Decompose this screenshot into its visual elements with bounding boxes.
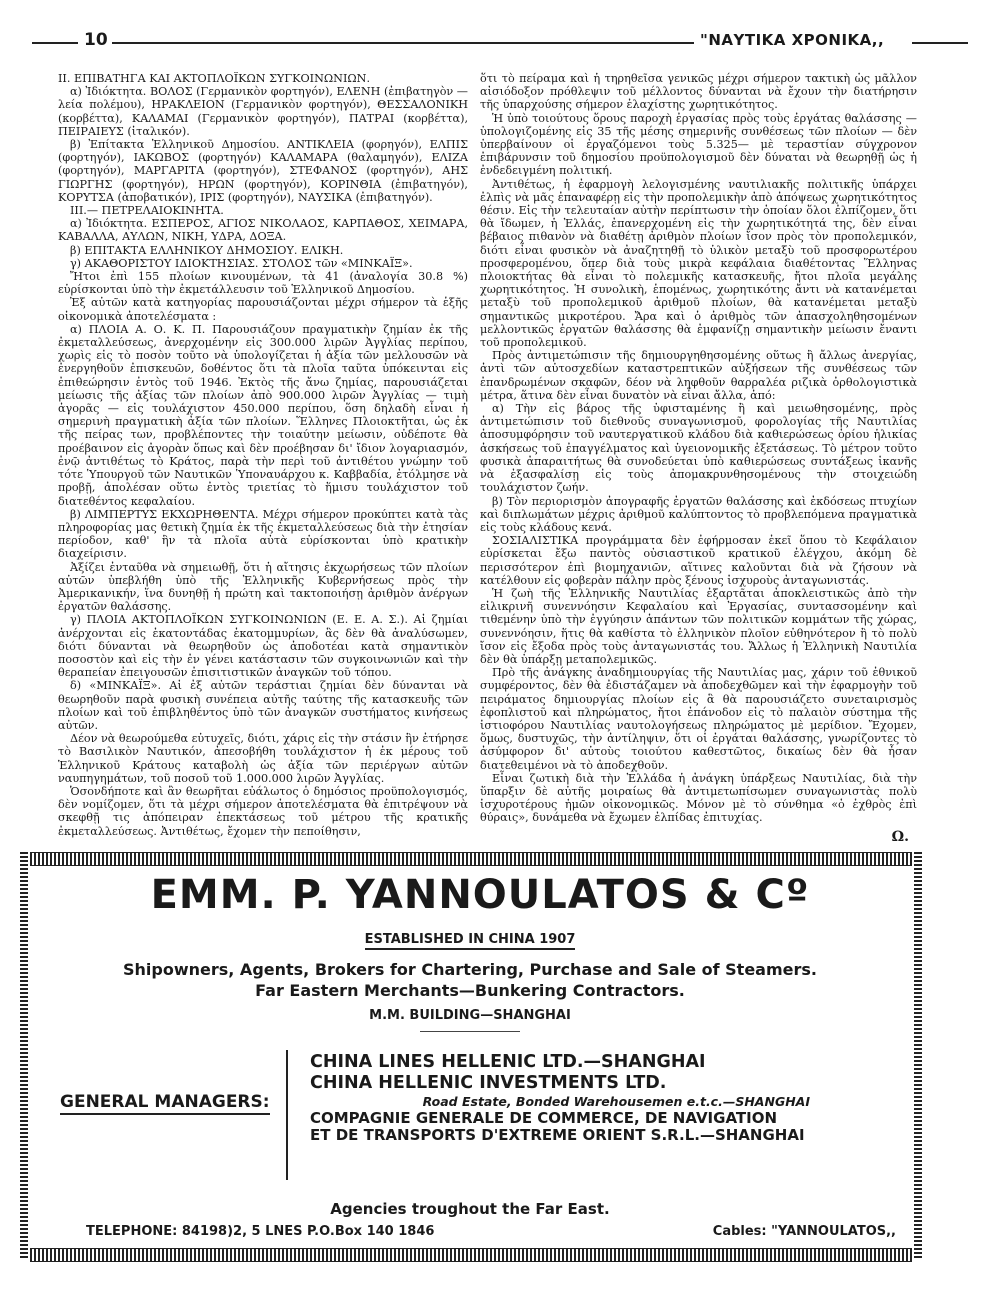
paragraph: Ἡ ὑπὸ τοιούτους ὅρους παροχὴ ἐργασίας πρὸς τοὺς ἐργάτας θαλάσσης — ὑπολογιζομένης εἰς 35 τῆς μέσης σημερινῆς συνθέσεως τῶν πλοίων — δὲν ὑπερβαίνουν οἱ ἐργαζόμενοι τοὺς 5.325— μὲ τεραστίαν σύγχρονον ἐπιβάρυνσιν τοῦ δημοσίου προϋπολογισμοῦ δὲν δύναται νὰ θεωρηθῇ ὡς ἡ ἐνδεδειγμένη πολιτική. [480, 111, 917, 178]
paragraph: Ἀξίζει ἐνταῦθα νὰ σημειωθῇ, ὅτι ἡ αἴτησις ἐκχωρήσεως τῶν πλοίων αὐτῶν ὑπεβλήθη ὑπὸ τῆς Ἑλληνικῆς Κυβερνήσεως πρὸς τὴν Ἀμερικανικήν, ἵνα δυνηθῇ ἡ πρώτη καὶ τακτοποιήσῃ ἀριθμὸν ἀνέργων ἐργατῶν θαλάσσης. [58, 560, 468, 614]
ad-border-bottom [30, 1248, 912, 1262]
cables: Cables: "YANNOULATOS,, [712, 1224, 896, 1239]
divider [420, 1031, 520, 1032]
ad-border-left [20, 852, 28, 1260]
paragraph: Ἀντιθέτως, ἡ ἐφαρμογὴ λελογισμένης ναυτιλιακῆς πολιτικῆς ὑπάρχει ἐλπὶς νὰ μᾶς ἐπαναφέρῃ εἰς τὴν προπολεμικὴν ἀπὸ ἀπόψεως χωρητικότητος θέσιν. Εἰς τὴν τελευταίαν αὐτὴν περίπτωσιν τὴν ὁποίαν ὅλοι ἐλπίζομεν, ὅτι θὰ ἴδωμεν, ἡ Ἑλλάς, ἐπανερχομένη εἰς τὴν χωρητικότητά της, δὲν εἶναι βέβαιος πιθανὸν νὰ διαθέτῃ ἀριθμὸν πλοίων ἴσον πρὸς τὸν προπολεμικόν, διότι εἶναι φυσικὸν νὰ ἀναζητηθῇ τὸ ὑλικὸν μεταξὺ τοῦ προσφορωτέρου προσφερομένου, ὅπερ διὰ τοὺς μικρὰ κεφάλαια διαθέτοντας Ἕλληνας πλοιοκτήτας θὰ εἶναι τὸ πολεμικῆς κατασκευῆς, ἤτοι πλοῖα μεγάλης χωρητικότητος. Ἡ συνολικὴ, ἑπομένως, χωρητικότης ἄντι νὰ κατανέμεται μεταξὺ τοῦ προπολεμικοῦ ἀριθμοῦ πλοίων, θὰ κατανέμεται μεταξὺ σημαντικῶς μικροτέρου. Ἄρα καὶ ὁ ἀριθμὸς τῶν ἀπασχοληθησομένων μελλοντικῶς ἐργατῶν θαλάσσης θὰ ἐμφανίζῃ σημαντικὴν μείωσιν ἔναντι τοῦ προπολεμικοῦ. [480, 177, 917, 350]
services-line-1: Shipowners, Agents, Brokers for Chartering, Purchase and Sale of Steamers. [123, 960, 817, 979]
company-line: COMPAGNIE GENERALE DE COMMERCE, DE NAVIGATION [310, 1109, 778, 1127]
ad-border-top [30, 852, 912, 866]
paragraph: α) Ἰδιόκτητα. ΒΟΛΟΣ (Γερμανικὸν φορτηγόν), ΕΛΕΝΗ (ἐπιβατηγὸν — λεία πολέμου), ΗΡΑΚΛΕΙΟΝ (Γερμανικὸν φορτηγόν), ΘΕΣΣΑΛΟΝΙΚΗ (κορβέττα), ΚΑΛΑΜΑΙ (Γερμανικὸν φορτηγόν), ΠΑΤΡΑΙ (κορβέττα), ΠΕΙΡΑΙΕΥΣ (ἰταλικόν). [58, 85, 468, 138]
paragraph: α) Τὴν εἰς βάρος τῆς ὑφισταμένης ἢ καὶ μειωθησομένης, πρὸς ἀντιμετώπισιν τοῦ διεθνοῦς συναγωνισμοῦ, φορολογίας τῆς Ναυτιλίας ἀποσυμφόρησιν τοῦ ναυτεργατικοῦ κλάδου διὰ καθιερώσεως ὁρίου ἡλικίας ἀσκήσεως τοῦ ἐπαγγέλματος καὶ ὑγειονομικῆς ἐξετάσεως. Τὸ μέτρον τοῦτο φυσικὰ ἀπαραιτήτως θὰ συνοδεύεται ὑπὸ καθιερώσεως συντάξεως ἱκανῆς νὰ ἐξασφαλίσῃ εἰς τοὺς ἀπομακρυνθησομένους τὴν στοιχειώδη τουλάχιστον ζωήν. [480, 402, 917, 495]
paragraph: Ἐξ αὐτῶν κατὰ κατηγορίας παρουσιάζονται μέχρι σήμερον τὰ ἑξῆς οἰκονομικὰ ἀποτελέσματα : [58, 296, 468, 323]
paragraph: δ) «ΜΙΝΚΑΪΞ». Αἱ ἐξ αὐτῶν τεράστιαι ζημίαι δὲν δύνανται νὰ θεωρηθοῦν παρὰ φυσικὴ συνέπεια αὐτῆς ταύτης τῆς κατασκευῆς τῶν πλοίων καὶ τοῦ ἐπιβληθέντος ὑπὸ τῶν ἀναγκῶν συστήματος κινήσεως αὐτῶν. [58, 679, 468, 732]
paragraph: Ἤτοι ἐπὶ 155 πλοίων κινουμένων, τὰ 41 (ἀναλογία 30.8 %) εὑρίσκονται ὑπὸ τὴν ἐκμετάλλευσιν τοῦ Ἑλληνικοῦ Δημοσίου. [58, 270, 468, 297]
article-left-column [58, 72, 468, 840]
paragraph: ΣΟΣΙΑΛΙΣΤΙΚΑ προγράμματα δὲν ἐφήρμοσαν ἐκεῖ ὅπου τὸ Κεφάλαιον εὑρίσκεται ἔξω παντὸς οὐσιαστικοῦ κρατικοῦ ἐλέγχου, ἀκόμη δὲ περισσότερον ἐπὶ βιομηχανιῶν, αἵτινες καλοῦνται διὰ νὰ ζήσουν νὰ κατέλθουν εἰς φοβερὰν πάλην πρὸς ξένους ἰσχυροὺς ἀνταγωνιστάς. [480, 534, 917, 587]
paragraph: Ὁσονδήποτε καὶ ἂν θεωρῆται εὐάλωτος ὁ δημόσιος προϋπολογισμός, δὲν νομίζομεν, ὅτι τὰ μέχρι σήμερον ἀποτελέσματα θὰ ἐπιτρέψουν νὰ σκεφθῇ τις ἀπόπειραν ἐπεκτάσεως τοῦ μέτρου τῆς κρατικῆς ἐκμεταλλεύσεως. Ἀντιθέτως, ἔχομεν τὴν πεποίθησιν, [58, 784, 468, 838]
established-line [20, 932, 920, 947]
header-rule [32, 42, 78, 44]
company-line: CHINA HELLENIC INVESTMENTS LTD. [310, 1073, 667, 1093]
paragraph: ΙΙ. ΕΠΙΒΑΤΗΓΑ ΚΑΙ ΑΚΤΟΠΛΟΪΚΩΝ ΣΥΓΚΟΙΝΩΝΙΩΝ. [58, 72, 370, 85]
article-right-column [480, 72, 917, 842]
paragraph: α) ΠΛΟΙΑ Α. Ο. Κ. Π. Παρουσιάζουν πραγματικὴν ζημίαν ἐκ τῆς ἐκμεταλλεύσεως, ἀνερχομένην εἰς 300.000 λιρῶν Ἀγγλίας περίπου, χωρὶς εἰς τὸ ποσὸν τοῦτο νὰ ὑπολογίζεται ἡ ἀξία τῶν μελλουσῶν νὰ ἐνεργηθοῦν ἐπισκευῶν, δοθέντος ὅτι τὰ πλοῖα ταῦτα ὑπόκεινται εἰς ἐπιθεώρησιν ἐντὸς τοῦ 1946. Ἐκτὸς τῆς ἄνω ζημίας, παρουσιάζεται μείωσις τῆς ἀξίας τῶν πλοίων ἀπὸ 900.000 λιρῶν Ἀγγλίας — τιμὴ ἀγορᾶς — εἰς τουλάχιστον 450.000 περίπου, ὅση δηλαδὴ εἶναι ἡ σημερινὴ πραγματικὴ ἀξία τῶν πλοίων. Ἕλληνες Πλοιοκτῆται, ὡς ἐκ τῆς πείρας των, προβλέποντες τὴν τοιαύτην μείωσιν, οὐδέποτε θὰ προέβαινον εἰς ἀγορὰν ὅπως καὶ δὲν προέβησαν δι' ἴδιον λογαριασμόν, ἐνῷ ἀντιθέτως τὸ Κράτος, παρὰ τὴν περὶ τοῦ ἀντιθέτου γνώμην τοῦ τότε Ὑπουργοῦ τῶν Ναυτικῶν Ὑποναυάρχου κ. Καββαδία, ἐτόλμησε νὰ προβῇ, ἀπολέσαν οὕτω ἐντὸς τριετίας τὸ ἥμισυ τουλάχιστον τοῦ διατεθέντος κεφαλαίου. [58, 322, 468, 508]
paragraph: Πρὸ τῆς ἀνάγκης ἀναδημιουργίας τῆς Ναυτιλίας μας, χάριν τοῦ ἐθνικοῦ συμφέροντος, δὲν θὰ ἐδιστάζαμεν νὰ ἀποδεχθῶμεν καὶ τὴν ἐφαρμογὴν τοῦ πειράματος δημιουργίας πλοίων εἰς ἃ θὰ παρουσιάζετο συνεταιρισμὸς ἐφοπλιστοῦ καὶ πληρώματος, ἤτοι ἐπάνοδον εἰς τὸ παλαιὸν σύστημα τῆς ἰστιοφόρου Ναυτιλίας ναυτολογήσεως πληρώματος μὲ μερίδιον. Ἔχομεν, ὅμως, δυστυχῶς, τὴν ἀντίληψιν, ὅτι οἱ ἐργάται θαλάσσης, γνωρίζοντες τὸ ἀσύμφορον δι' αὐτοὺς τοιούτου καθεστῶτος, δικαίως δὲν θὰ ἦσαν διατεθειμένοι νὰ τὸ ἀποδεχθοῦν. [480, 666, 917, 772]
paragraph: Ἡ ζωὴ τῆς Ἑλληνικῆς Ναυτιλίας ἐξαρτᾶται ἀποκλειστικῶς ἀπὸ τὴν εἰλικρινῆ συνεννόησιν Κεφαλαίου καὶ Ἐργασίας, συντασσομένην καὶ τιθεμένην ὑπὸ τὴν ἐγγύησιν ἁπάντων τῶν πολιτικῶν κομμάτων τῆς χώρας, συνεννόησιν, ἥτις θὰ καθίστα τὸ ἑλληνικὸν πλοῖον εὐθηνότερον ἢ τὸ πολὺ ἴσον εἰς ἔξοδα πρὸς τοὺς ἀνταγωνιστάς του. Ἄλλως ἡ Ἑλληνικὴ Ναυτιλία δὲν θὰ ὑπάρξῃ μεταπολεμικῶς. [480, 586, 917, 666]
advertisement [20, 852, 978, 1262]
header-rule [912, 42, 968, 44]
services-line-2: Far Eastern Merchants—Bunkering Contractors. [255, 981, 685, 1000]
paragraph: β) ΕΠΙΤΑΚΤΑ ΕΛΛΗΝΙΚΟΥ ΔΗΜΟΣΙΟΥ. ΕΛΙΚΗ. [70, 243, 344, 257]
paragraph: γ) ΑΚΑΘΟΡΙΣΤΟΥ ΙΔΙΟΚΤΗΣΙΑΣ. ΣΤΟΛΟΣ τῶν «ΜΙΝΚΑΪΞ». [70, 256, 413, 270]
paragraph: ΙΙΙ.— ΠΕΤΡΕΛΑΙΟΚΙΝΗΤΑ. [70, 204, 224, 218]
paragraph: γ) ΠΛΟΙΑ ΑΚΤΟΠΛΟΪΚΩΝ ΣΥΓΚΟΙΝΩΝΙΩΝ (Ε. Ε. Α. Σ.). Αἱ ζημίαι ἀνέρχονται εἰς ἑκατοντάδας ἑκατομμυρίων, ἃς δὲν θὰ ἀναλύσωμεν, διότι δύνανται νὰ θεωρηθοῦν ὡς ἀποδοτέαι κατὰ σημαντικὸν ποσοστὸν καὶ εἰς τὴν ἐν γένει κατάστασιν τῶν συγκοινωνιῶν καὶ τὴν θεραπείαν ἐπειγουσῶν ἐπισιτιστικῶν ἀναγκῶν τοῦ τόπου. [58, 613, 468, 680]
header-rule [112, 42, 694, 44]
firm-name: EMM. P. YANNOULATOS & Cº [150, 872, 810, 918]
author-signature: Ω. [891, 828, 909, 842]
ad-border-right [914, 852, 922, 1260]
brace [286, 1050, 296, 1180]
paragraph: Δέον νὰ θεωρούμεθα εὐτυχεῖς, διότι, χάρις εἰς τὴν στάσιν ἣν ἐτήρησε τὸ Βασιλικὸν Ναυτικόν, ἀπεσοβήθη τουλάχιστον ἡ ἐκ μέρους τοῦ Ἑλληνικοῦ Κράτους καταβολὴ ὡς ἀξία τῶν περιέργων αὐτῶν ναυπηγημάτων, τοῦ ποσοῦ τοῦ 1.000.000 λιρῶν Ἀγγλίας. [58, 732, 468, 785]
building-address: M.M. BUILDING—SHANGHAI [369, 1008, 571, 1023]
company-line: CHINA LINES HELLENIC LTD.—SHANGHAI [310, 1052, 706, 1072]
general-managers-label [60, 1092, 270, 1112]
page-number: 10 [84, 30, 108, 50]
paragraph: Πρὸς ἀντιμετώπισιν τῆς δημιουργηθησομένης οὕτως ἢ ἄλλως ἀνεργίας, ἀντὶ τῶν αὐτοσχεδίων καταστρεπτικῶν αὐξήσεων τῆς συνθέσεως τῶν ἐπανδρωμένων σκαφῶν, δέον νὰ ληφθοῦν θαρραλέα ριζικὰ ὀρθολογιστικὰ μέτρα, ἅτινα δὲν εἶναι δυνατὸν νὰ εἶναι ἄλλα, ἀπό: [480, 349, 917, 402]
agencies-line: Agencies troughout the Far East. [330, 1200, 610, 1218]
general-managers-text: GENERAL MANAGERS: [60, 1092, 270, 1115]
paragraph: β) ΛΙΜΠΕΡΤΥΣ ΕΚΧΩΡΗΘΕΝΤΑ. Μέχρι σήμερον προκύπτει κατὰ τὰς πληροφορίας μας θετικὴ ζημία ἐκ τῆς ἐκμεταλλεύσεως διὰ τὴν ἐτησίαν περίοδον, καθ' ἣν τὰ πλοῖα αὐτὰ εὑρίσκονται ὑπὸ κρατικὴν διαχείρισιν. [58, 507, 468, 561]
publication-title: "ΝΑΥΤΙΚΑ ΧΡΟΝΙΚΑ,, [700, 31, 885, 49]
paragraph: β) Ἐπίτακτα Ἑλληνικοῦ Δημοσίου. ΑΝΤΙΚΛΕΙΑ (φορηγόν), ΕΛΠΙΣ (φορτηγόν), ΙΑΚΩΒΟΣ (φορτηγόν) ΚΑΛΑΜΑΡΑ (θαλαμηγόν), ΕΛΙΖΑ (φορτηγόν), ΜΑΡΓΑΡΙΤΑ (φορτηγόν), ΣΤΕΦΑΝΟΣ (φορτηγόν), ΑΗΣ ΓΙΩΡΓΗΣ (φορτηγόν), ΗΡΩΝ (φορτηγόν), ΚΟΡΙΝΘΙΑ (ἐπιβατηγόν), ΚΟΡΥΤΣΑ (ἀποβατικόν), ΙΡΙΣ (φορτηγόν), ΝΑΥΣΙΚΑ (ἐπιβατηγόν). [58, 138, 468, 204]
established-text: ESTABLISHED IN CHINA 1907 [365, 932, 576, 950]
company-line: ET DE TRANSPORTS D'EXTREME ORIENT S.R.L.—SHANGHAI [310, 1126, 805, 1144]
paragraph: ὅτι τὸ πείραμα καὶ ἡ τηρηθεῖσα γενικῶς μέχρι σήμερον τακτικὴ ὡς μᾶλλον αἰσιόδοξον πρόθλεψιν τοῦ μέλλοντος δύνανται νὰ ἔχουν τὴν διατήρησιν τῆς ὑπαρχούσης σήμερον ἐλαχίστης χωρητικότητος. [480, 72, 917, 112]
paragraph: Εἶναι ζωτικὴ διὰ τὴν Ἑλλάδα ἡ ἀνάγκη ὑπάρξεως Ναυτιλίας, διὰ τὴν ὕπαρξιν δὲ αὐτῆς μοιραίως θὰ ἀντιμετωπίσωμεν συναγωνιστὰς πολὺ ἰσχυροτέρους ἡμῶν οἰκονομικῶς. Μόνον μὲ τὸ σύνθημα «ὁ ἐχθρὸς ἐπὶ θύραις», δυνάμεθα νὰ ἔχωμεν ἐλπίδας ἐπιτυχίας. [480, 771, 917, 825]
page-header [32, 30, 968, 56]
paragraph: α) Ἰδιόκτητα. ΕΣΠΕΡΟΣ, ΑΓΙΟΣ ΝΙΚΟΛΑΟΣ, ΚΑΡΠΑΘΟΣ, ΧΕΙΜΑΡΑ, ΚΑΒΑΛΛΑ, ΑΥΛΩΝ, ΝΙΚΗ, ΥΔΡΑ, ΔΟΞΑ. [58, 217, 468, 244]
telephone: TELEPHONE: 84198)2, 5 LNES P.O.Box 140 1846 [86, 1224, 435, 1239]
paragraph: β) Τὸν περιορισμὸν ἀπογραφῆς ἐργατῶν θαλάσσης καὶ ἐκδόσεως πτυχίων καὶ διπλωμάτων μέχρις ἀριθμοῦ καλύπτοντος τὸ προβλεπόμενα πραγματικὰ εἰς τοὺς κλάδους κενά. [480, 494, 917, 534]
company-list [310, 1052, 910, 1144]
company-subline: Road Estate, Bonded Warehousemen e.t.c.—SHANGHAI [422, 1094, 810, 1109]
